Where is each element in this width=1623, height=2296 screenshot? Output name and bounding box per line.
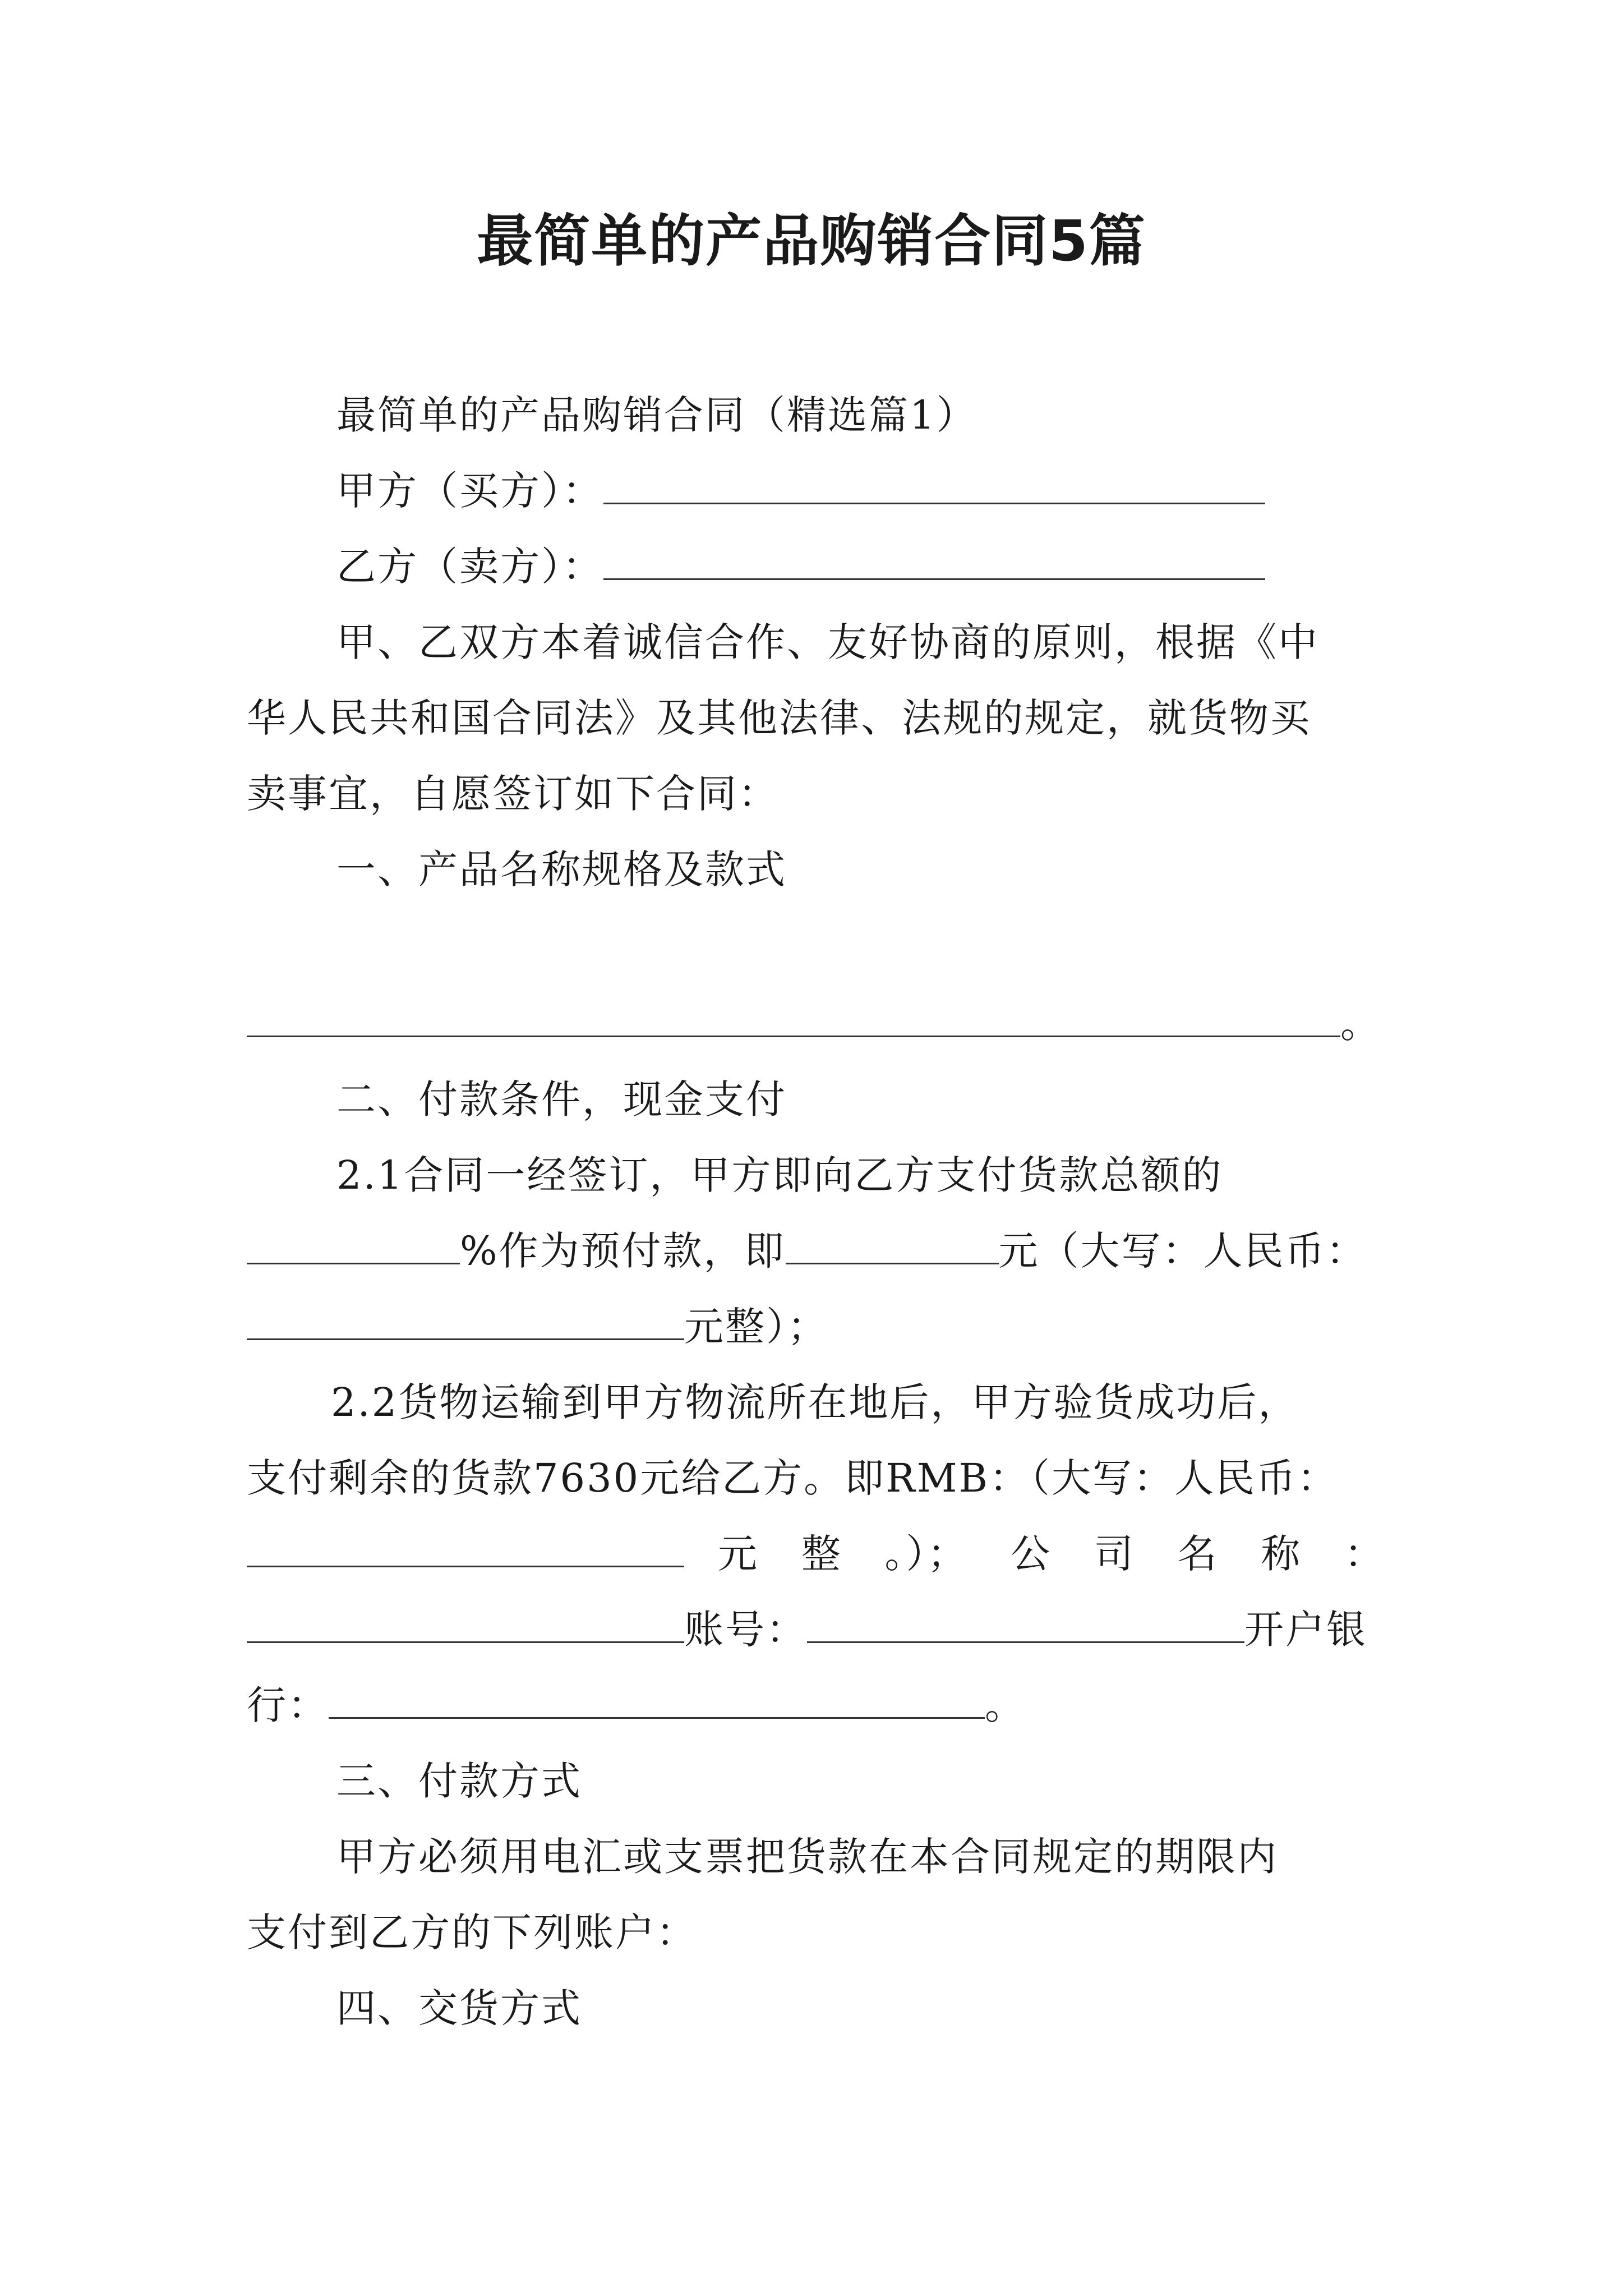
- paragraph-line: 2.1合同一经签订，甲方即向乙方支付货款总额的: [336, 1152, 1223, 1198]
- paragraph-line: 甲、乙双方本着诚信合作、友好协商的原则，根据《中: [336, 619, 1319, 665]
- document-title: 最简单的产品购销合同5篇: [477, 208, 1146, 274]
- bank-line: [247, 1677, 1385, 1733]
- char: 司: [1094, 1531, 1135, 1577]
- paragraph-line: 甲方必须用电汇或支票把货款在本合同规定的期限内: [336, 1834, 1278, 1880]
- party-b-blank[interactable]: [603, 540, 1265, 580]
- account-blank[interactable]: [807, 1603, 1244, 1643]
- clause-heading: 四、交货方式: [336, 1985, 582, 2031]
- char: 称: [1261, 1531, 1302, 1577]
- char: 整: [801, 1531, 842, 1577]
- party-a-line: [336, 463, 1385, 519]
- party-b-label: 乙方（卖方）：: [336, 544, 603, 590]
- account-label: 账号：: [684, 1607, 807, 1653]
- company-line: [247, 1526, 1385, 1582]
- char: ：: [1344, 1531, 1385, 1577]
- remaining-amount-blank[interactable]: [247, 1527, 684, 1567]
- paragraph-line: 华人民共和国合同法》及其他法律、法规的规定，就货物买: [247, 695, 1311, 741]
- percent-label: %作为预付款，即: [460, 1228, 786, 1274]
- amount-words-blank[interactable]: [247, 1300, 684, 1340]
- clause-heading: 二、付款条件，现金支付: [336, 1076, 787, 1122]
- bank-blank[interactable]: [329, 1679, 985, 1719]
- period-mark: 。: [985, 1682, 1026, 1728]
- payment-line: [247, 1223, 1385, 1279]
- percent-blank[interactable]: [247, 1225, 460, 1264]
- account-line: [247, 1602, 1385, 1658]
- paragraph-line: 支付剩余的货款7630元给乙方。即RMB：（大写：人民币：: [247, 1455, 1338, 1501]
- char: 名: [1177, 1531, 1219, 1577]
- party-a-blank[interactable]: [603, 464, 1265, 504]
- period-mark: 。: [1340, 1001, 1381, 1047]
- char: 元: [718, 1531, 759, 1577]
- paragraph-line: 支付到乙方的下列账户：: [247, 1910, 697, 1955]
- payment-line: [247, 1299, 1385, 1355]
- bank-label-cont: 行：: [247, 1682, 329, 1728]
- amount-blank[interactable]: [786, 1225, 999, 1264]
- paragraph-line: 2.2货物运输到甲方物流所在地后，甲方验货成功后，: [331, 1379, 1299, 1425]
- char: 公: [1011, 1531, 1052, 1577]
- char: 。）；: [884, 1531, 969, 1577]
- party-b-line: [336, 539, 1385, 595]
- amount-words-label: 元整）；: [684, 1304, 828, 1350]
- product-blank[interactable]: [247, 997, 1340, 1037]
- clause-heading: 一、产品名称规格及款式: [336, 846, 787, 892]
- amount-label: 元（大写：人民币：: [998, 1228, 1367, 1274]
- company-name-blank[interactable]: [247, 1603, 684, 1643]
- section-heading: 最简单的产品购销合同（精选篇1）: [336, 392, 978, 438]
- bank-label: 开户银: [1244, 1607, 1367, 1653]
- clause-heading: 三、付款方式: [336, 1758, 582, 1804]
- company-label-row: [718, 1526, 1385, 1582]
- paragraph-line: 卖事宜，自愿签订如下合同：: [247, 771, 779, 817]
- product-blank-line: [247, 996, 1385, 1052]
- party-a-label: 甲方（买方）：: [336, 468, 603, 514]
